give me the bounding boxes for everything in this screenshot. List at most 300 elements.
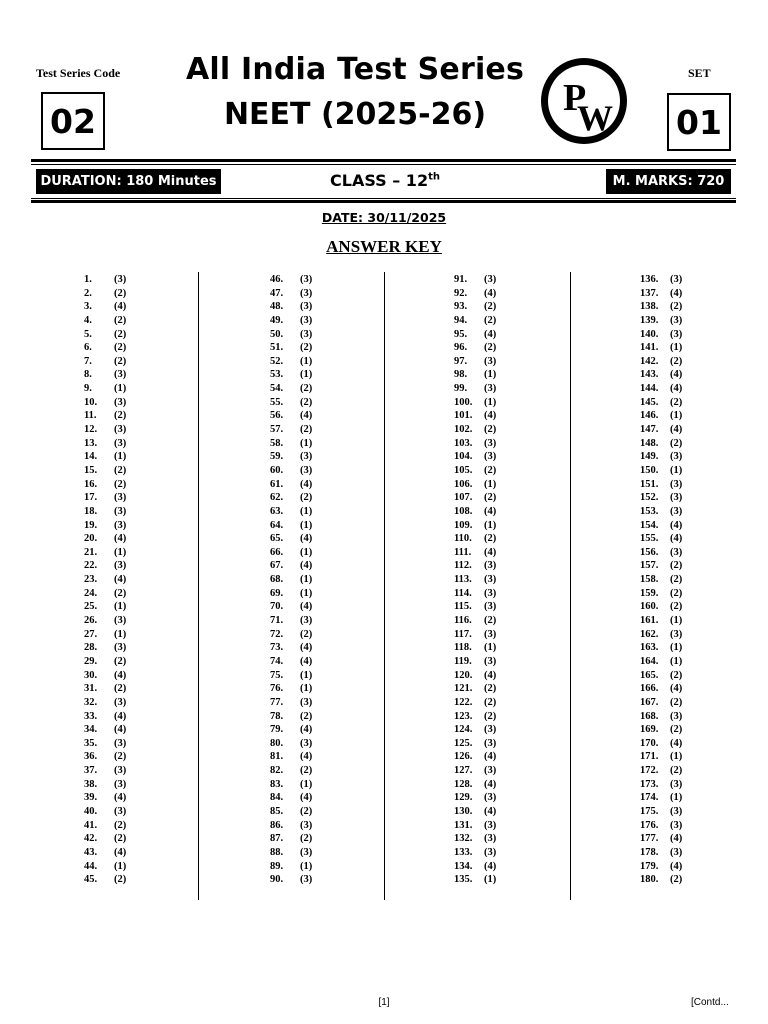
- question-number: 49.: [270, 314, 284, 326]
- answer-option: (4): [114, 301, 127, 313]
- answer-option: (3): [300, 328, 313, 340]
- answer-row: [454, 409, 496, 423]
- answer-row: [270, 669, 312, 683]
- answer-option: (2): [114, 655, 127, 667]
- answer-row: [454, 300, 496, 314]
- answer-option: (4): [300, 642, 313, 654]
- answer-row: [84, 382, 126, 396]
- question-number: 157.: [640, 560, 659, 572]
- answer-option: (4): [670, 287, 683, 299]
- svg-text:W: W: [577, 98, 613, 138]
- question-number: 71.: [270, 615, 284, 627]
- answer-option: (4): [670, 683, 683, 695]
- question-number: 138.: [640, 301, 659, 313]
- question-number: 69.: [270, 587, 284, 599]
- question-number: 1.: [84, 274, 92, 285]
- answer-option: (2): [670, 574, 683, 586]
- answer-option: (1): [484, 519, 497, 531]
- question-number: 65.: [270, 533, 284, 545]
- answer-option: (1): [300, 574, 313, 586]
- question-number: 85.: [270, 805, 284, 817]
- question-number: 147.: [640, 424, 659, 436]
- question-number: 51.: [270, 342, 284, 354]
- question-number: 70.: [270, 601, 284, 613]
- question-number: 72.: [270, 628, 284, 640]
- answer-row: [270, 737, 312, 751]
- answer-row: [454, 641, 496, 655]
- answer-option: (3): [670, 778, 683, 790]
- answer-row: [270, 873, 312, 887]
- answer-row: [84, 614, 126, 628]
- answer-option: (3): [300, 615, 313, 627]
- answer-row: [454, 368, 496, 382]
- question-number: 7.: [84, 355, 92, 367]
- question-number: 128.: [454, 778, 473, 790]
- answer-row: [640, 450, 682, 464]
- answer-row: [640, 764, 682, 778]
- answer-option: (1): [300, 546, 313, 558]
- answer-row: [454, 846, 496, 860]
- question-number: 124.: [454, 724, 473, 736]
- question-number: 134.: [454, 860, 473, 872]
- answer-option: (2): [300, 342, 313, 354]
- answer-row: [640, 860, 682, 874]
- answer-option: (3): [114, 505, 127, 517]
- answer-row: [84, 355, 126, 369]
- set-number-box: 01: [667, 93, 731, 151]
- question-number: 117.: [454, 628, 472, 640]
- answer-option: (4): [670, 383, 683, 395]
- answer-row: [640, 273, 682, 287]
- question-number: 180.: [640, 874, 659, 886]
- answer-row: [270, 778, 312, 792]
- answer-row: [270, 791, 312, 805]
- answer-option: (1): [300, 587, 313, 599]
- answer-option: (1): [670, 792, 683, 804]
- answer-option: (2): [670, 669, 683, 681]
- answer-row: [84, 437, 126, 451]
- question-number: 31.: [84, 683, 98, 695]
- answer-row: [84, 696, 126, 710]
- answer-row: [84, 478, 126, 492]
- answer-row: [640, 641, 682, 655]
- answer-row: [640, 805, 682, 819]
- answer-row: [454, 710, 496, 724]
- answer-row: [270, 600, 312, 614]
- answer-row: [454, 669, 496, 683]
- answer-row: [640, 437, 682, 451]
- answer-option: (1): [484, 478, 497, 490]
- answer-option: (2): [484, 314, 497, 326]
- class-label: [300, 171, 470, 190]
- question-number: 171.: [640, 751, 659, 763]
- answer-option: (2): [484, 342, 497, 354]
- answer-row: [270, 587, 312, 601]
- question-number: 24.: [84, 587, 98, 599]
- answer-row: [270, 355, 312, 369]
- question-number: 132.: [454, 833, 473, 845]
- answer-option: (2): [114, 410, 127, 422]
- question-number: 59.: [270, 451, 284, 463]
- answer-row: [270, 696, 312, 710]
- question-number: 158.: [640, 574, 659, 586]
- question-number: 5.: [84, 328, 92, 340]
- answer-row: [84, 587, 126, 601]
- answer-row: [454, 737, 496, 751]
- title-line-2: NEET (2025-26): [223, 97, 487, 132]
- answer-option: (3): [670, 805, 683, 817]
- answer-option: (4): [300, 601, 313, 613]
- answer-row: [640, 314, 682, 328]
- answer-row: [270, 519, 312, 533]
- question-number: 160.: [640, 601, 659, 613]
- answer-row: [270, 328, 312, 342]
- answer-option: (1): [484, 642, 497, 654]
- question-number: 116.: [454, 615, 472, 627]
- answer-option: (3): [114, 778, 127, 790]
- answer-row: [270, 682, 312, 696]
- answer-option: (2): [300, 765, 313, 777]
- question-number: 60.: [270, 464, 284, 476]
- question-number: 19.: [84, 519, 98, 531]
- answer-row: [454, 791, 496, 805]
- question-number: 79.: [270, 724, 284, 736]
- answer-option: (1): [670, 615, 683, 627]
- answer-row: [454, 355, 496, 369]
- question-number: 3.: [84, 301, 92, 313]
- question-number: 28.: [84, 642, 98, 654]
- answer-option: (4): [300, 410, 313, 422]
- answer-row: [84, 341, 126, 355]
- answer-row: [270, 655, 312, 669]
- answer-option: (2): [300, 492, 313, 504]
- answer-option: (1): [300, 519, 313, 531]
- question-number: 74.: [270, 655, 284, 667]
- page-number: [1]: [378, 997, 390, 1008]
- answer-row: [84, 628, 126, 642]
- answer-option: (4): [114, 574, 127, 586]
- question-number: 172.: [640, 765, 659, 777]
- question-number: 139.: [640, 314, 659, 326]
- answer-row: [84, 314, 126, 328]
- answer-row: [84, 300, 126, 314]
- answer-option: (2): [300, 383, 313, 395]
- answer-row: [640, 737, 682, 751]
- question-number: 123.: [454, 710, 473, 722]
- answer-option: (2): [670, 437, 683, 449]
- question-number: 101.: [454, 410, 473, 422]
- question-number: 178.: [640, 846, 659, 858]
- question-number: 162.: [640, 628, 659, 640]
- divider: [31, 159, 736, 162]
- question-number: 75.: [270, 669, 284, 681]
- answer-row: [640, 546, 682, 560]
- answer-option: (3): [484, 601, 497, 613]
- question-number: 61.: [270, 478, 284, 490]
- answer-option: (2): [114, 683, 127, 695]
- answer-row: [270, 628, 312, 642]
- answer-option: (2): [114, 587, 127, 599]
- answer-option: (1): [670, 751, 683, 763]
- answer-row: [454, 505, 496, 519]
- question-number: 130.: [454, 805, 473, 817]
- answer-row: [84, 778, 126, 792]
- answer-row: [640, 328, 682, 342]
- answer-option: (1): [114, 601, 127, 613]
- answer-row: [84, 723, 126, 737]
- question-number: 22.: [84, 560, 98, 572]
- answer-option: (2): [300, 396, 313, 408]
- answer-row: [640, 355, 682, 369]
- answer-option: (4): [300, 560, 313, 572]
- answer-row: [84, 832, 126, 846]
- answer-row: [640, 341, 682, 355]
- answer-option: (4): [670, 369, 683, 381]
- answer-option: (3): [114, 560, 127, 572]
- answer-row: [454, 287, 496, 301]
- answer-row: [270, 559, 312, 573]
- question-number: 100.: [454, 396, 473, 408]
- question-number: 4.: [84, 314, 92, 326]
- answer-option: (4): [670, 833, 683, 845]
- question-number: 64.: [270, 519, 284, 531]
- answer-option: (3): [484, 355, 497, 367]
- answer-option: (2): [114, 287, 127, 299]
- question-number: 13.: [84, 437, 98, 449]
- answer-option: (3): [114, 369, 127, 381]
- question-number: 167.: [640, 696, 659, 708]
- answer-row: [270, 368, 312, 382]
- answer-option: (1): [300, 683, 313, 695]
- question-number: 103.: [454, 437, 473, 449]
- answer-option: (4): [300, 533, 313, 545]
- question-number: 164.: [640, 655, 659, 667]
- answer-row: [640, 655, 682, 669]
- class-superscript: th: [428, 171, 440, 183]
- answer-row: [640, 409, 682, 423]
- question-number: 54.: [270, 383, 284, 395]
- answer-row: [84, 273, 126, 287]
- column-divider: [570, 272, 571, 900]
- answer-row: [84, 600, 126, 614]
- answer-option: (3): [114, 696, 127, 708]
- question-number: 165.: [640, 669, 659, 681]
- question-number: 94.: [454, 314, 468, 326]
- answer-option: (3): [114, 424, 127, 436]
- answer-option: (1): [300, 505, 313, 517]
- answer-option: (3): [114, 519, 127, 531]
- question-number: 119.: [454, 655, 472, 667]
- answer-option: (2): [114, 328, 127, 340]
- answer-row: [640, 300, 682, 314]
- answer-option: (4): [484, 751, 497, 763]
- question-number: 126.: [454, 751, 473, 763]
- test-series-code-box: 02: [41, 92, 105, 150]
- question-number: 55.: [270, 396, 284, 408]
- question-number: 9.: [84, 383, 92, 395]
- question-number: 145.: [640, 396, 659, 408]
- answer-option: (3): [670, 819, 683, 831]
- answer-row: [84, 464, 126, 478]
- question-number: 159.: [640, 587, 659, 599]
- answer-option: (4): [114, 846, 127, 858]
- question-number: 42.: [84, 833, 98, 845]
- answer-row: [640, 505, 682, 519]
- question-number: 129.: [454, 792, 473, 804]
- answer-option: (1): [670, 342, 683, 354]
- answer-row: [270, 832, 312, 846]
- answer-option: (4): [670, 533, 683, 545]
- question-number: 175.: [640, 805, 659, 817]
- answer-option: (2): [670, 765, 683, 777]
- question-number: 39.: [84, 792, 98, 804]
- answer-row: [640, 368, 682, 382]
- answer-option: (4): [670, 860, 683, 872]
- answer-row: [270, 819, 312, 833]
- answer-row: [454, 341, 496, 355]
- answer-row: [454, 573, 496, 587]
- answer-option: (1): [670, 642, 683, 654]
- answer-row: [84, 491, 126, 505]
- question-number: 68.: [270, 574, 284, 586]
- answer-row: [84, 764, 126, 778]
- answer-option: (3): [670, 546, 683, 558]
- answer-row: [640, 532, 682, 546]
- question-number: 170.: [640, 737, 659, 749]
- answer-option: (3): [484, 560, 497, 572]
- answer-option: (2): [300, 833, 313, 845]
- answer-option: (2): [670, 601, 683, 613]
- question-number: 73.: [270, 642, 284, 654]
- question-number: 144.: [640, 383, 659, 395]
- answer-option: (2): [114, 833, 127, 845]
- answer-row: [454, 778, 496, 792]
- answer-row: [270, 750, 312, 764]
- answer-option: (2): [484, 710, 497, 722]
- answer-option: (3): [300, 696, 313, 708]
- answer-row: [640, 791, 682, 805]
- answer-option: (2): [114, 464, 127, 476]
- answer-option: (2): [114, 478, 127, 490]
- answer-option: (3): [114, 737, 127, 749]
- question-number: 40.: [84, 805, 98, 817]
- question-number: 29.: [84, 655, 98, 667]
- answer-option: (4): [114, 792, 127, 804]
- question-number: 153.: [640, 505, 659, 517]
- answer-option: (2): [114, 751, 127, 763]
- answer-option: (4): [300, 792, 313, 804]
- answer-option: (4): [114, 533, 127, 545]
- question-number: 57.: [270, 424, 284, 436]
- answer-option: (3): [484, 833, 497, 845]
- question-number: 113.: [454, 574, 472, 586]
- question-number: 44.: [84, 860, 98, 872]
- question-number: 133.: [454, 846, 473, 858]
- answer-option: (4): [484, 669, 497, 681]
- answer-option: (1): [484, 369, 497, 381]
- divider: [31, 200, 736, 203]
- answer-option: (4): [300, 751, 313, 763]
- question-number: 14.: [84, 451, 98, 463]
- answer-row: [270, 450, 312, 464]
- question-number: 26.: [84, 615, 98, 627]
- answer-row: [270, 546, 312, 560]
- answer-option: (2): [484, 492, 497, 504]
- question-number: 12.: [84, 424, 98, 436]
- question-number: 169.: [640, 724, 659, 736]
- question-number: 95.: [454, 328, 468, 340]
- answer-column-2: [270, 273, 312, 887]
- answer-row: [270, 532, 312, 546]
- column-divider: [198, 272, 199, 900]
- question-number: 152.: [640, 492, 659, 504]
- question-number: 81.: [270, 751, 284, 763]
- answer-row: [454, 628, 496, 642]
- answer-row: [84, 450, 126, 464]
- answer-row: [454, 478, 496, 492]
- answer-row: [640, 491, 682, 505]
- answer-option: (3): [114, 642, 127, 654]
- question-number: 102.: [454, 424, 473, 436]
- answer-option: (4): [300, 655, 313, 667]
- answer-option: (1): [484, 874, 497, 886]
- answer-column-3: [454, 273, 496, 887]
- question-number: 83.: [270, 778, 284, 790]
- answer-option: (1): [670, 410, 683, 422]
- answer-option: (2): [484, 464, 497, 476]
- question-number: 36.: [84, 751, 98, 763]
- answer-option: (4): [484, 805, 497, 817]
- answer-option: (3): [484, 574, 497, 586]
- answer-row: [84, 409, 126, 423]
- question-number: 135.: [454, 874, 473, 886]
- answer-row: [270, 505, 312, 519]
- answer-option: (3): [670, 478, 683, 490]
- question-number: 90.: [270, 874, 284, 886]
- answer-option: (3): [300, 274, 313, 285]
- answer-row: [640, 710, 682, 724]
- answer-row: [454, 696, 496, 710]
- question-number: 48.: [270, 301, 284, 313]
- question-number: 17.: [84, 492, 98, 504]
- answer-row: [84, 710, 126, 724]
- answer-option: (4): [114, 710, 127, 722]
- answer-option: (4): [484, 546, 497, 558]
- question-number: 163.: [640, 642, 659, 654]
- question-number: 34.: [84, 724, 98, 736]
- answer-option: (1): [300, 860, 313, 872]
- question-number: 161.: [640, 615, 659, 627]
- answer-row: [84, 532, 126, 546]
- answer-row: [640, 519, 682, 533]
- question-number: 174.: [640, 792, 659, 804]
- question-number: 77.: [270, 696, 284, 708]
- answer-row: [84, 669, 126, 683]
- answer-option: (4): [300, 478, 313, 490]
- question-number: 18.: [84, 505, 98, 517]
- pw-logo: [539, 56, 629, 146]
- answer-row: [454, 587, 496, 601]
- answer-option: (4): [670, 737, 683, 749]
- answer-row: [640, 464, 682, 478]
- title-line-1: All India Test Series: [185, 52, 525, 87]
- answer-option: (2): [484, 301, 497, 313]
- answer-option: (4): [484, 328, 497, 340]
- question-number: 87.: [270, 833, 284, 845]
- answer-option: (4): [670, 424, 683, 436]
- answer-option: (1): [670, 464, 683, 476]
- answer-row: [84, 505, 126, 519]
